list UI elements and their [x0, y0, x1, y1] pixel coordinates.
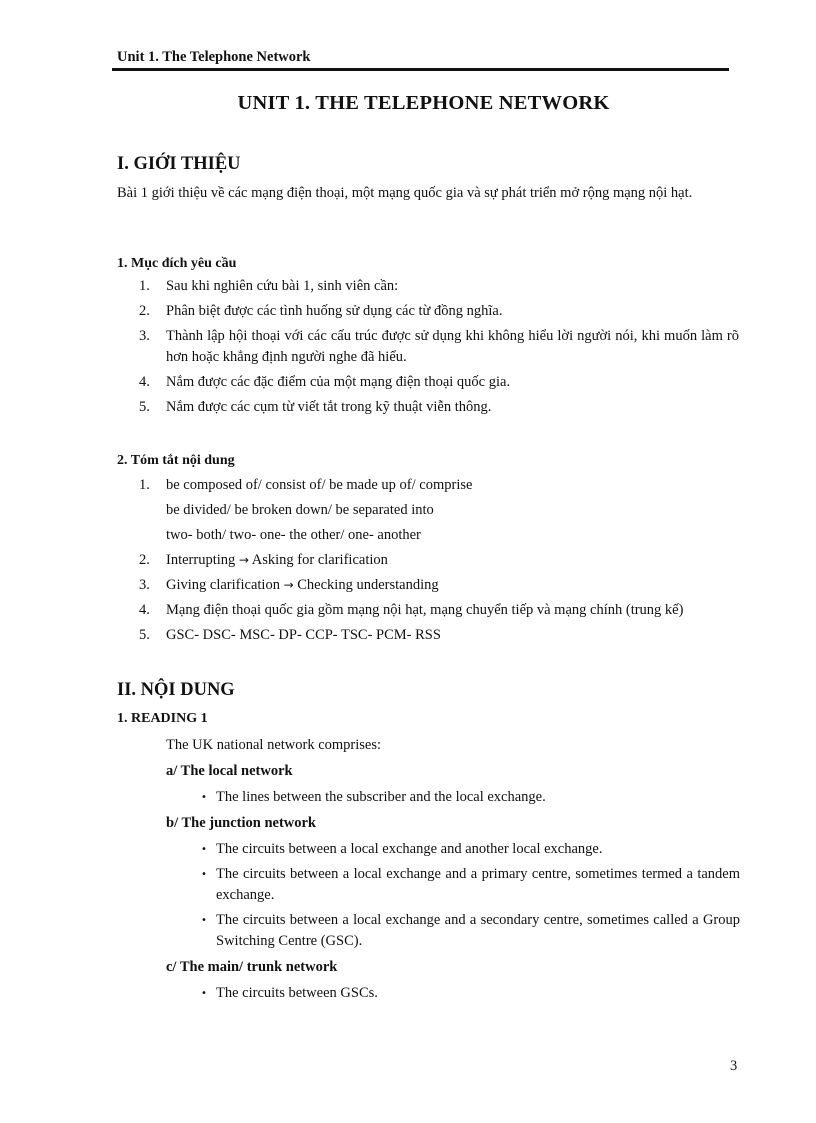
summary-list [117, 475, 739, 650]
list-item: 4. Nắm được các đặc điểm của một mạng điện thoại quốc gia. [139, 374, 511, 390]
list-item: 5. Nắm được các cụm từ viết tắt trong kỹ thuật viễn thông. [139, 399, 492, 415]
running-header: Unit 1. The Telephone Network [117, 49, 311, 65]
intro-paragraph: Bài 1 giới thiệu về các mạng điện thoại, một mạng quốc gia và sự phát triển mở rộng mạng nội hạt. [117, 185, 693, 201]
list-item: 1. Sau khi nghiên cứu bài 1, sinh viên cần: [139, 278, 399, 294]
list-item: 2. Phân biệt được các tình huống sử dụng các từ đồng nghĩa. [139, 303, 503, 319]
bullet-icon: • [201, 915, 207, 926]
bullet-item: • The circuits between a local exchange and a primary centre, sometimes termed a tandem exchange. [201, 866, 740, 903]
bullet-item: • The circuits between a local exchange and a secondary centre, sometimes called a Group Switching Centre (GSC). [201, 912, 740, 949]
objectives-list [117, 276, 739, 422]
bullet-icon: • [201, 869, 207, 880]
right-arrow-icon: → [238, 553, 249, 567]
header-rule [112, 68, 729, 71]
list-item: 3. Thành lập hội thoại với các cấu trúc được sử dụng khi không hiểu lời người nói, khi muốn làm rõ hơn hoặc khẳng định người nghe đã hiểu. [139, 328, 739, 365]
list-item-continuation: two- both/ two- one- the other/ one- another [166, 527, 421, 543]
list-item: 2. Interrupting → Asking for clarification [139, 552, 388, 568]
bullet-icon: • [201, 792, 207, 803]
list-item: 1. be composed of/ consist of/ be made up of/ comprise [139, 477, 473, 493]
subheading-summary: 2. Tóm tắt nội dung [117, 453, 235, 468]
subheading-objectives: 1. Mục đích yêu cầu [117, 256, 237, 271]
section-heading-content: II. NỘI DUNG [117, 680, 235, 700]
unit-title: UNIT 1. THE TELEPHONE NETWORK [237, 92, 610, 114]
local-network-bullets [166, 787, 740, 808]
trunk-network-bullets [166, 983, 740, 1004]
list-item-continuation: be divided/ be broken down/ be separated into [166, 502, 434, 518]
bullet-item: • The circuits between GSCs. [166, 983, 740, 1004]
bullet-icon: • [201, 844, 207, 855]
bullet-icon: • [201, 988, 207, 999]
bullet-item: • The circuits between a local exchange and another local exchange. [166, 839, 740, 860]
subheading-reading: 1. READING 1 [117, 711, 208, 726]
list-item: 5. GSC- DSC- MSC- DP- CCP- TSC- PCM- RSS [139, 627, 441, 643]
reading-label-junction: b/ The junction network [166, 815, 316, 831]
reading-lead: The UK national network comprises: [166, 737, 382, 753]
list-item: 3. Giving clarification → Checking understanding [139, 577, 439, 593]
reading-body [166, 735, 740, 1009]
reading-label-local: a/ The local network [166, 763, 293, 779]
section-heading-intro: I. GIỚI THIỆU [117, 154, 241, 174]
right-arrow-icon: → [283, 578, 294, 592]
page-number: 3 [730, 1058, 738, 1074]
reading-label-trunk: c/ The main/ trunk network [166, 959, 338, 975]
junction-network-bullets [166, 839, 740, 952]
bullet-item: • The lines between the subscriber and the local exchange. [166, 787, 740, 808]
list-item: 4. Mạng điện thoại quốc gia gồm mạng nội hạt, mạng chuyển tiếp và mạng chính (trung kế) [139, 602, 684, 618]
